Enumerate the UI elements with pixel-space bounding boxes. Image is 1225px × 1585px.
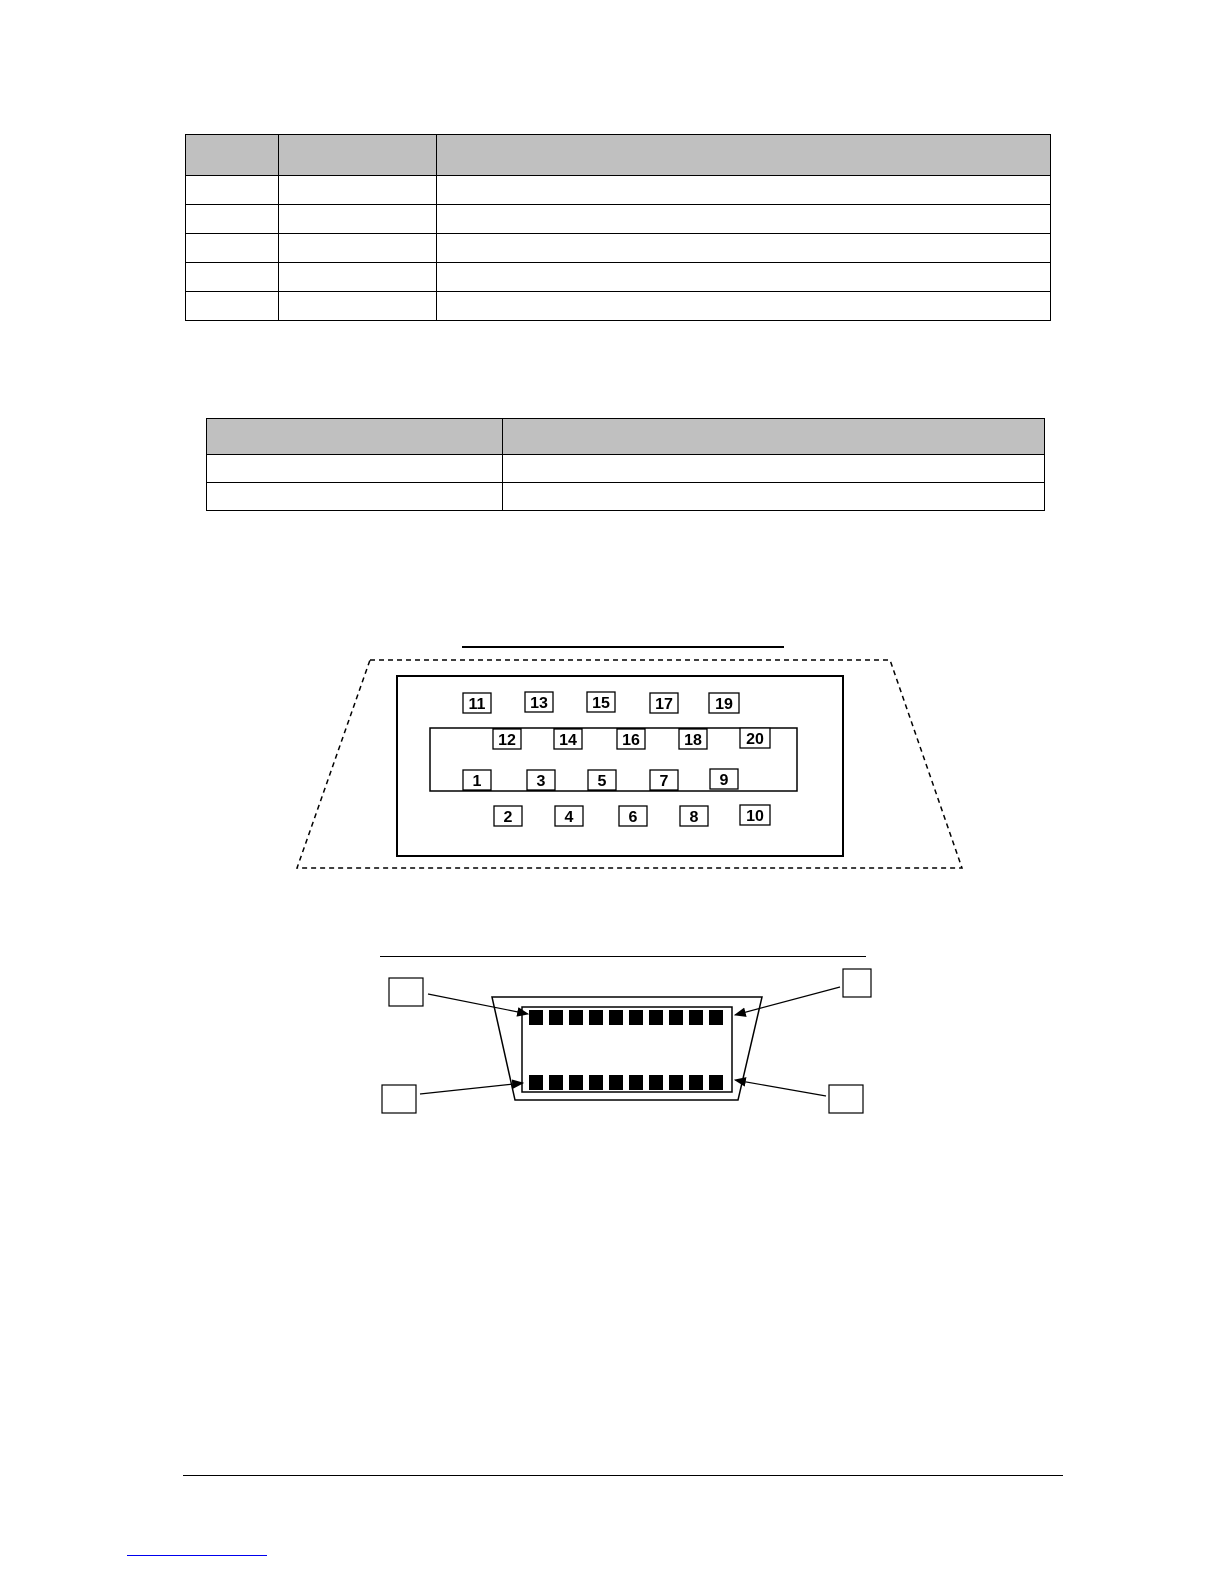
pin-label-20: 20 xyxy=(746,731,764,748)
pin-square xyxy=(649,1075,663,1090)
callout-arrow-bottom-left xyxy=(420,1083,523,1094)
pin-label-12: 12 xyxy=(498,732,516,749)
pin-square xyxy=(589,1010,603,1025)
pin-label-1: 1 xyxy=(472,773,482,790)
pin-square xyxy=(609,1010,623,1025)
pin-label-13: 13 xyxy=(530,695,548,712)
pin-label-4: 4 xyxy=(564,809,574,826)
pin-square xyxy=(629,1075,643,1090)
footer-link-underline[interactable] xyxy=(127,1555,267,1556)
pin-square xyxy=(689,1075,703,1090)
footer-rule xyxy=(183,1475,1063,1476)
pin-label-17: 17 xyxy=(655,696,673,713)
pin-row-bottom xyxy=(529,1075,723,1090)
callout-arrow-bottom-right xyxy=(735,1080,826,1096)
pin-square xyxy=(569,1010,583,1025)
pin-label-15: 15 xyxy=(592,695,610,712)
pin-label-14: 14 xyxy=(559,732,577,749)
pin-square xyxy=(529,1075,543,1090)
pin-label-18: 18 xyxy=(684,732,702,749)
pin-square xyxy=(569,1075,583,1090)
pin-label-6: 6 xyxy=(628,809,638,826)
pin-label-2: 2 xyxy=(503,809,513,826)
pin-square xyxy=(669,1075,683,1090)
pin-label-8: 8 xyxy=(689,809,699,826)
pin-label-11: 11 xyxy=(468,696,486,713)
callout-box-top-right xyxy=(843,969,871,997)
pin-square xyxy=(629,1010,643,1025)
pin-square xyxy=(709,1010,723,1025)
pin-label-9: 9 xyxy=(719,772,729,789)
callout-arrow-top-right xyxy=(735,987,840,1015)
pin-square xyxy=(609,1075,623,1090)
callout-box-bottom-right xyxy=(829,1085,863,1113)
pin-label-5: 5 xyxy=(597,773,607,790)
pin-square xyxy=(529,1010,543,1025)
pin-square xyxy=(589,1075,603,1090)
pin-label-10: 10 xyxy=(746,808,764,825)
pin-square xyxy=(689,1010,703,1025)
pin-square xyxy=(549,1010,563,1025)
pin-square xyxy=(669,1010,683,1025)
callout-box-bottom-left xyxy=(382,1085,416,1113)
pin-square xyxy=(549,1075,563,1090)
pin-row-top xyxy=(529,1010,723,1025)
pin-label-7: 7 xyxy=(659,773,669,790)
callout-box-top-left xyxy=(389,978,423,1006)
pin-label-3: 3 xyxy=(536,773,546,790)
pin-square xyxy=(709,1075,723,1090)
pin-label-16: 16 xyxy=(622,732,640,749)
pin-label-19: 19 xyxy=(715,696,733,713)
pin-square xyxy=(649,1010,663,1025)
